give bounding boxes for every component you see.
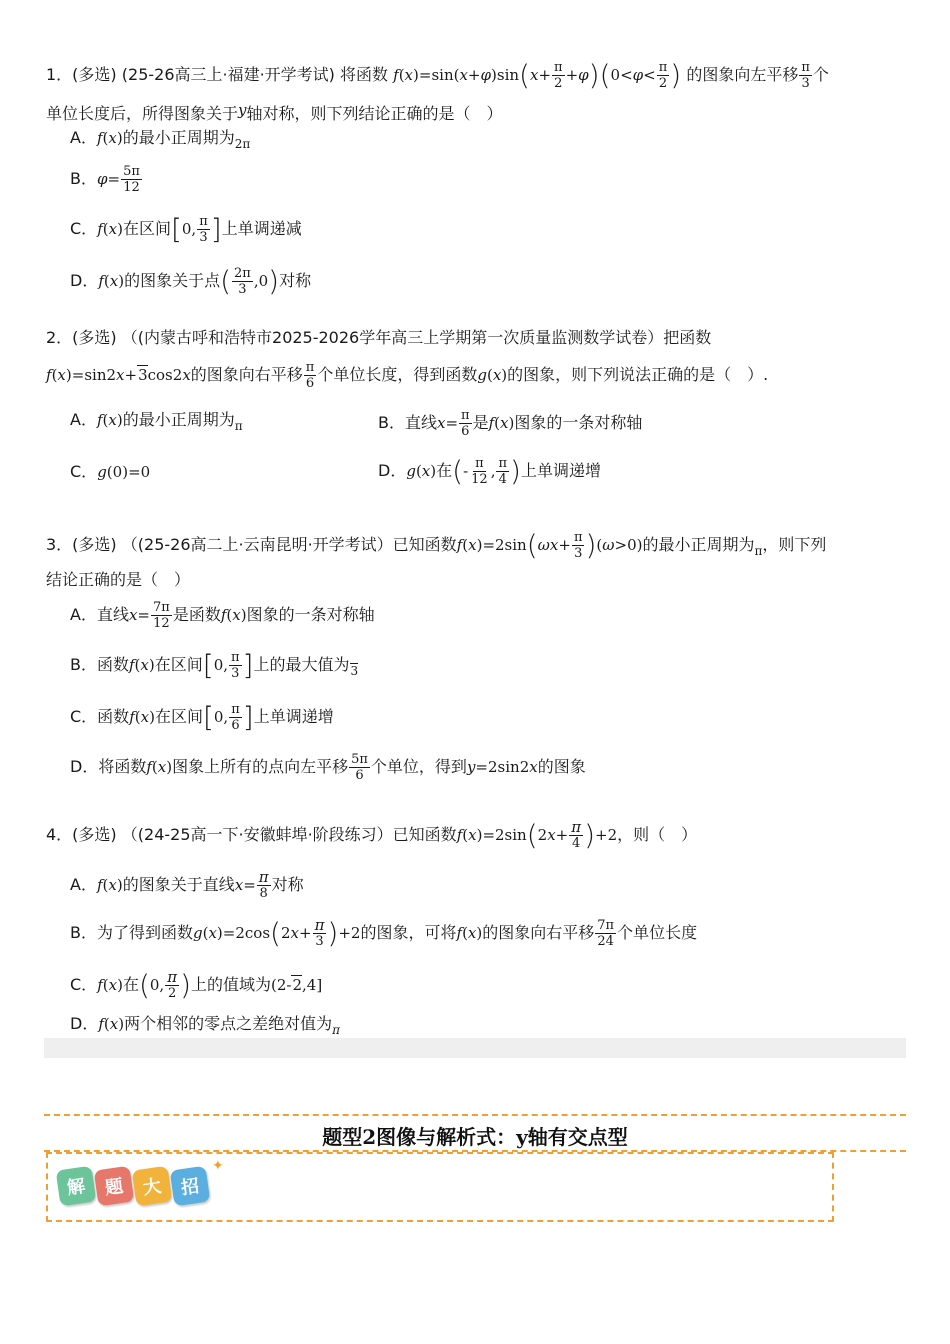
q1-option-a: A．f(x)的最小正周期为$_{2\pi}$: [70, 128, 251, 151]
q4-option-a: A．f(x)的图象关于直线x= $\frac{\pi}{8}$ 对称: [70, 868, 304, 901]
q4-option-b: B．为了得到函数g(x)=2cos(2x+ $\frac{\pi}{3}$ )+2的图象，可将f(x)的图象向右平移 $\frac{7\pi}{24}$ 个单位长度: [70, 916, 698, 950]
q2-stem-line2: f(x)=sin2x+3cos2x的图象向右平移 $\frac{\pi}{6}$ 个单位长度，得到函数g(x)的图象，则下列说法正确的是（ ）.: [46, 360, 769, 391]
sparkle-icon: ✦: [212, 1158, 224, 1174]
q1-option-b: B．φ= $\frac{5\pi}{12}$: [70, 164, 140, 195]
q4-option-c: C．f(x)在(0, $\frac{\pi}{2}$ )上的值域为(2-2,4]: [70, 968, 323, 1002]
q3-stem-line2: 结论正确的是（ ）: [46, 570, 191, 589]
q2-option-d: D．g(x)在(- $\frac{\pi}{12}$ , $\frac{\pi}{4}$ )上单调递增: [378, 454, 601, 488]
section-title: 题型2图像与解析式：y轴有交点型: [322, 1125, 628, 1149]
tips-badges: [58, 1168, 208, 1204]
q2-option-b: B．直线x= $\frac{\pi}{6}$ 是f(x)图象的一条对称轴: [378, 408, 643, 439]
badge-ti: 题: [94, 1166, 135, 1207]
q3-option-d: D．将函数f(x)图象上所有的点向左平移 $\frac{5\pi}{6}$ 个单位，得到y=2sin2x的图象: [70, 752, 586, 783]
q4-stem: 4．(多选) （(24-25高一下·安徽蚌埠·阶段练习）已知函数f(x)=2sin(2x+ $\frac{\pi}{4}$ )+2，则（ ）: [46, 818, 698, 852]
q2-option-a: A．f(x)的最小正周期为$_\pi$: [70, 410, 243, 433]
q4-option-d: D．f(x)两个相邻的零点之差绝对值为$_\pi$: [70, 1014, 340, 1037]
q3-option-a: A．直线x= $\frac{7\pi}{12}$ 是函数f(x)图象的一条对称轴: [70, 600, 375, 631]
answer-area-bar: [44, 1038, 906, 1058]
q3-option-c: C．函数f(x)在区间[0, $\frac{\pi}{6}$ ]上单调递增: [70, 700, 334, 734]
badge-zhao: 招: [170, 1166, 211, 1207]
section-divider-top: [44, 1114, 906, 1116]
q2-stem-line1: 2．(多选) （(内蒙古呼和浩特市2025-2026学年高三上学期第一次质量监测数学试卷）把函数: [46, 328, 712, 347]
q2-option-c: C．g(0)=0: [70, 462, 151, 481]
badge-jie: 解: [56, 1166, 97, 1207]
q3-option-b: B．函数f(x)在区间[0, $\frac{\pi}{3}$ ]上的最大值为$_3$: [70, 648, 359, 682]
q1-option-d: D．f(x)的图象关于点( $\frac{2\pi}{3}$ ,0)对称: [70, 264, 312, 298]
q1-function: f: [393, 66, 399, 84]
badge-da: 大: [132, 1166, 173, 1207]
q1-stem-line2: 单位长度后，所得图象关于y轴对称，则下列结论正确的是（ ）: [46, 101, 503, 123]
q3-stem-line1: 3．(多选) （(25-26高二上·云南昆明·开学考试）已知函数f(x)=2sin(ωx+ $\frac{\pi}{3}$ )(ω>0)的最小正周期为$_\pi$，则下列: [46, 528, 827, 562]
q1-option-c: C．f(x)在区间[0, $\frac{\pi}{3}$ ]上单调递减: [70, 212, 302, 246]
q1-stem-line1: 1．(多选) (25-26高三上·福建·开学考试) 将函数 f(x)=sin(x+φ)sin(x+ $\frac{\pi}{2}$ +φ)(0<φ< $\frac{\pi}{2}$ ) 的图象向左平移 $\frac{\pi}{3}$ 个: [46, 58, 829, 92]
